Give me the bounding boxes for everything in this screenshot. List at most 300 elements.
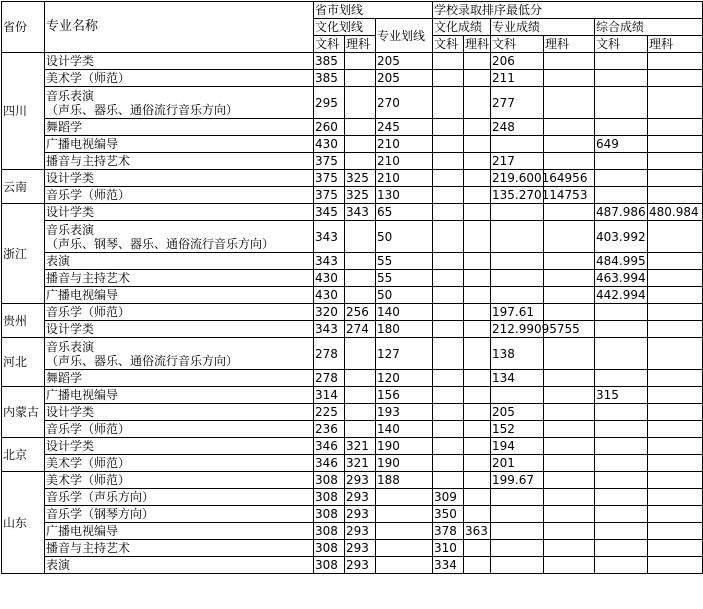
culture-score-science-header: 理科 bbox=[465, 37, 490, 51]
province-cell: 山东 bbox=[2, 472, 45, 574]
culture-score-arts-cell bbox=[433, 136, 464, 153]
major-score-science-cell bbox=[544, 370, 595, 387]
composite-score-science-cell bbox=[648, 321, 703, 338]
major-line-cell: 190 bbox=[376, 455, 433, 472]
culture-line-science-cell: 293 bbox=[345, 489, 376, 506]
culture-score-science-cell bbox=[464, 370, 491, 387]
table-row bbox=[2, 304, 703, 321]
major-score-science-cell bbox=[544, 153, 595, 170]
table-row bbox=[2, 170, 703, 187]
major-score-science-cell bbox=[544, 506, 595, 523]
culture-line-science-cell: 321 bbox=[345, 438, 376, 455]
culture-score-science-cell bbox=[464, 506, 491, 523]
culture-score-science-cell bbox=[464, 455, 491, 472]
composite-score-arts-cell: 484.995 bbox=[596, 254, 646, 268]
composite-score-header: 综合成绩 bbox=[595, 19, 703, 36]
culture-score-science-cell bbox=[464, 287, 491, 304]
composite-score-science-cell bbox=[648, 540, 703, 557]
major-score-arts-cell bbox=[491, 523, 544, 540]
table-row bbox=[2, 489, 703, 506]
culture-score-science-cell bbox=[464, 221, 491, 253]
major-score-science-cell bbox=[544, 221, 595, 253]
culture-line-science-cell bbox=[345, 404, 376, 421]
culture-line-science-cell bbox=[345, 387, 376, 404]
major-line-cell bbox=[376, 506, 433, 523]
culture-line-arts-header: 文科 bbox=[314, 36, 345, 53]
major-score-arts-cell bbox=[491, 557, 544, 574]
major-score-science-cell bbox=[544, 472, 595, 489]
culture-line-arts-cell: 308 bbox=[314, 557, 345, 574]
composite-score-arts-cell bbox=[595, 187, 648, 204]
major-line-cell: 180 bbox=[376, 321, 433, 338]
admission-score-table bbox=[1, 1, 703, 574]
major-line-cell: 120 bbox=[376, 370, 433, 387]
major-score-arts-cell bbox=[491, 540, 544, 557]
composite-score-science-cell bbox=[648, 253, 703, 270]
composite-score-arts-header: 文科 bbox=[595, 36, 648, 53]
culture-score-science-cell bbox=[464, 540, 491, 557]
culture-score-arts-cell bbox=[433, 170, 464, 187]
table-row bbox=[2, 153, 703, 170]
culture-score-arts-cell bbox=[433, 455, 464, 472]
culture-line-science-header: 理科 bbox=[345, 36, 376, 53]
culture-line-arts-cell: 225 bbox=[314, 404, 345, 421]
culture-line-arts-cell: 346 bbox=[314, 455, 345, 472]
culture-line-science-cell: 325 bbox=[345, 170, 376, 187]
major-name-cell: 广播电视编导 bbox=[45, 287, 314, 304]
table-row bbox=[2, 70, 703, 87]
composite-score-arts-cell bbox=[595, 557, 648, 574]
culture-line-arts-cell: 236 bbox=[314, 421, 345, 438]
culture-line-science-cell: 293 bbox=[345, 557, 376, 574]
culture-line-science-cell bbox=[345, 221, 376, 253]
culture-score-arts-cell bbox=[433, 119, 464, 136]
culture-line-science-cell: 293 bbox=[345, 523, 376, 540]
composite-score-science-cell bbox=[648, 70, 703, 87]
table-row bbox=[2, 53, 703, 70]
major-score-arts-cell: 211 bbox=[491, 70, 544, 87]
major-score-science-cell bbox=[544, 404, 595, 421]
major-score-arts-cell bbox=[491, 287, 544, 304]
major-score-arts-cell bbox=[491, 489, 544, 506]
major-line-header: 专业划线 bbox=[376, 19, 433, 53]
culture-score-science-cell bbox=[464, 204, 491, 221]
major-score-science-cell bbox=[544, 438, 595, 455]
culture-line-arts-cell: 430 bbox=[314, 136, 345, 153]
culture-score-science-cell bbox=[464, 170, 491, 187]
major-score-arts-cell: 217 bbox=[491, 153, 544, 170]
composite-score-science-cell bbox=[648, 221, 703, 253]
composite-score-arts-cell bbox=[595, 170, 648, 187]
province-cell: 浙江 bbox=[2, 204, 45, 304]
culture-score-arts-cell: 310 bbox=[433, 540, 464, 557]
composite-score-science-cell bbox=[648, 153, 703, 170]
culture-line-arts-cell: 308 bbox=[314, 506, 345, 523]
table-row bbox=[2, 221, 703, 253]
composite-score-science-cell bbox=[648, 136, 703, 153]
major-name-cell: 舞蹈学 bbox=[45, 370, 314, 387]
culture-line-arts-cell: 343 bbox=[314, 253, 345, 270]
composite-score-science-cell bbox=[648, 438, 703, 455]
composite-score-science-cell bbox=[648, 87, 703, 119]
major-score-science-cell bbox=[544, 70, 595, 87]
culture-line-header: 文化划线 bbox=[314, 19, 376, 36]
major-score-arts-cell bbox=[491, 204, 544, 221]
composite-score-arts-cell bbox=[595, 119, 648, 136]
composite-score-arts-cell: 403.992 bbox=[595, 221, 648, 253]
culture-line-arts-cell: 385 bbox=[314, 53, 345, 70]
major-name-cell: 广播电视编导 bbox=[45, 387, 314, 404]
table-row bbox=[2, 270, 703, 287]
composite-score-science-cell bbox=[648, 489, 703, 506]
major-score-header: 专业成绩 bbox=[491, 19, 595, 36]
culture-line-science-cell bbox=[345, 253, 376, 270]
culture-score-science-cell bbox=[464, 404, 491, 421]
table-row bbox=[2, 136, 703, 153]
major-score-arts-cell: 194 bbox=[491, 438, 544, 455]
major-score-science-cell bbox=[544, 338, 595, 370]
culture-line-arts-cell: 308 bbox=[314, 472, 345, 489]
composite-score-arts-cell bbox=[595, 304, 648, 321]
major-name-cell: 设计学类 bbox=[45, 204, 314, 221]
major-name-cell: 设计学类 bbox=[45, 321, 314, 338]
major-name-cell: 设计学类 bbox=[45, 53, 314, 70]
major-score-arts-cell: 205 bbox=[491, 404, 544, 421]
composite-score-science-cell bbox=[648, 472, 703, 489]
major-line-cell: 270 bbox=[376, 87, 433, 119]
major-line-cell: 55 bbox=[376, 253, 433, 270]
major-line-cell: 190 bbox=[376, 438, 433, 455]
major-line-cell: 140 bbox=[376, 421, 433, 438]
table-row bbox=[2, 370, 703, 387]
major-score-science-cell bbox=[544, 387, 595, 404]
culture-line-arts-cell: 278 bbox=[314, 370, 345, 387]
culture-line-science-cell: 325 bbox=[345, 187, 376, 204]
major-score-arts-cell bbox=[491, 506, 544, 523]
major-score-arts-cell bbox=[491, 136, 544, 153]
major-name-cell: 设计学类 bbox=[45, 438, 314, 455]
major-score-arts-cell: 219.600164956 bbox=[492, 171, 588, 185]
composite-score-arts-cell: 487.986 bbox=[596, 205, 646, 219]
provincial-line-header: 省市划线 bbox=[314, 2, 433, 19]
major-score-arts-cell: 138 bbox=[491, 338, 544, 370]
composite-score-science-cell bbox=[648, 506, 703, 523]
culture-line-arts-cell: 375 bbox=[314, 153, 345, 170]
table-row bbox=[2, 187, 703, 204]
culture-line-arts-cell: 343 bbox=[314, 221, 345, 253]
culture-score-arts-cell bbox=[433, 187, 464, 204]
major-line-cell: 245 bbox=[376, 119, 433, 136]
culture-line-arts-cell: 385 bbox=[314, 70, 345, 87]
culture-line-science-cell bbox=[345, 287, 376, 304]
province-cell: 北京 bbox=[2, 438, 45, 472]
major-name-cell: 音乐学（师范） bbox=[45, 304, 314, 321]
culture-line-arts-cell: 375 bbox=[314, 170, 345, 187]
culture-score-arts-cell: 309 bbox=[433, 489, 464, 506]
major-score-arts-cell: 212.99095755 bbox=[492, 322, 580, 336]
culture-score-arts-cell bbox=[433, 472, 464, 489]
culture-line-science-cell bbox=[345, 87, 376, 119]
major-name-cell: 音乐学（师范） bbox=[45, 187, 314, 204]
culture-line-arts-cell: 345 bbox=[314, 204, 345, 221]
table-row bbox=[2, 421, 703, 438]
table-body bbox=[2, 53, 703, 574]
culture-score-arts-cell bbox=[433, 70, 464, 87]
major-name-cell: 表演 bbox=[45, 253, 314, 270]
culture-score-science-cell bbox=[464, 421, 491, 438]
culture-line-arts-cell: 278 bbox=[314, 338, 345, 370]
major-score-science-cell bbox=[544, 136, 595, 153]
table-row bbox=[2, 119, 703, 136]
major-score-arts-cell bbox=[491, 270, 544, 287]
province-cell: 内蒙古 bbox=[2, 387, 45, 438]
major-line-cell: 210 bbox=[376, 170, 433, 187]
culture-score-arts-cell bbox=[433, 287, 464, 304]
culture-score-arts-cell bbox=[433, 404, 464, 421]
major-line-cell: 188 bbox=[376, 472, 433, 489]
table-row bbox=[2, 540, 703, 557]
composite-score-science-cell bbox=[648, 270, 703, 287]
major-score-arts-header: 文科 bbox=[491, 36, 544, 53]
composite-score-arts-cell: 442.994 bbox=[596, 288, 646, 302]
table-row bbox=[2, 87, 703, 119]
composite-score-arts-cell bbox=[595, 455, 648, 472]
culture-line-science-cell bbox=[345, 153, 376, 170]
table-row bbox=[2, 472, 703, 489]
culture-line-science-cell: 343 bbox=[345, 204, 376, 221]
major-line-cell: 156 bbox=[376, 387, 433, 404]
composite-score-science-cell bbox=[648, 421, 703, 438]
major-line-cell: 205 bbox=[376, 53, 433, 70]
table-row bbox=[2, 455, 703, 472]
culture-score-science-cell bbox=[464, 472, 491, 489]
major-line-cell bbox=[376, 523, 433, 540]
culture-line-arts-cell: 295 bbox=[314, 87, 345, 119]
major-line-cell: 130 bbox=[376, 187, 433, 204]
major-name-cell: 音乐学（钢琴方向） bbox=[45, 506, 314, 523]
table-row bbox=[2, 204, 703, 221]
culture-line-arts-cell: 430 bbox=[314, 287, 345, 304]
culture-line-science-cell: 321 bbox=[345, 455, 376, 472]
province-cell: 云南 bbox=[2, 170, 45, 204]
major-score-arts-cell: 199.67 bbox=[491, 472, 544, 489]
composite-score-arts-cell bbox=[595, 472, 648, 489]
major-name-cell: 播音与主持艺术 bbox=[45, 153, 314, 170]
culture-line-science-cell: 256 bbox=[345, 304, 376, 321]
major-name-cell: 音乐表演 （声乐、钢琴、器乐、通俗流行音乐方向） bbox=[45, 221, 314, 253]
culture-score-science-cell bbox=[464, 53, 491, 70]
culture-score-science-cell bbox=[464, 387, 491, 404]
province-header: 省份 bbox=[2, 2, 45, 53]
culture-line-arts-cell: 320 bbox=[314, 304, 345, 321]
major-score-science-cell bbox=[544, 53, 595, 70]
composite-score-science-cell bbox=[648, 557, 703, 574]
composite-score-arts-cell: 315 bbox=[595, 387, 648, 404]
major-line-cell: 50 bbox=[376, 221, 433, 253]
culture-score-science-cell bbox=[464, 187, 491, 204]
major-header: 专业名称 bbox=[45, 2, 314, 53]
major-score-science-cell bbox=[544, 489, 595, 506]
culture-score-science-cell bbox=[464, 557, 491, 574]
culture-line-arts-cell: 346 bbox=[314, 438, 345, 455]
table-row bbox=[2, 338, 703, 370]
composite-score-arts-cell bbox=[595, 540, 648, 557]
major-score-arts-cell: 135.270114753 bbox=[492, 188, 588, 202]
culture-line-science-cell: 293 bbox=[345, 540, 376, 557]
culture-line-arts-cell: 343 bbox=[314, 321, 345, 338]
major-score-arts-cell: 206 bbox=[491, 53, 544, 70]
culture-score-science-cell bbox=[464, 438, 491, 455]
composite-score-arts-cell bbox=[595, 53, 648, 70]
culture-score-science-cell bbox=[464, 253, 491, 270]
composite-score-science-cell bbox=[648, 187, 703, 204]
major-name-cell: 音乐学（师范） bbox=[45, 421, 314, 438]
table-row bbox=[2, 557, 703, 574]
composite-score-arts-cell bbox=[595, 87, 648, 119]
major-name-cell: 表演 bbox=[45, 557, 314, 574]
major-line-cell bbox=[376, 540, 433, 557]
composite-score-science-header: 理科 bbox=[648, 36, 703, 53]
header-row-1 bbox=[2, 2, 703, 19]
major-name-cell: 音乐表演 （声乐、器乐、通俗流行音乐方向） bbox=[45, 338, 314, 370]
major-name-cell: 广播电视编导 bbox=[45, 523, 314, 540]
major-score-science-cell bbox=[544, 270, 595, 287]
culture-line-arts-cell: 314 bbox=[314, 387, 345, 404]
major-name-cell: 美术学（师范） bbox=[45, 455, 314, 472]
major-name-cell: 音乐学（声乐方向） bbox=[45, 489, 314, 506]
composite-score-science-cell bbox=[648, 338, 703, 370]
culture-score-arts-cell bbox=[433, 387, 464, 404]
major-score-science-cell bbox=[544, 87, 595, 119]
major-score-science-cell bbox=[544, 421, 595, 438]
culture-line-science-cell bbox=[345, 136, 376, 153]
culture-line-science-cell bbox=[345, 370, 376, 387]
major-line-cell: 210 bbox=[376, 136, 433, 153]
culture-score-arts-cell: 378 bbox=[433, 523, 464, 540]
major-name-cell: 广播电视编导 bbox=[45, 136, 314, 153]
major-score-arts-cell: 277 bbox=[491, 87, 544, 119]
culture-score-arts-cell bbox=[433, 53, 464, 70]
major-score-science-header: 理科 bbox=[544, 36, 595, 53]
major-line-cell: 65 bbox=[376, 204, 433, 221]
major-score-science-cell bbox=[544, 523, 595, 540]
culture-line-science-cell: 293 bbox=[345, 506, 376, 523]
composite-score-science-cell bbox=[648, 523, 703, 540]
composite-score-science-cell bbox=[648, 119, 703, 136]
culture-line-science-cell: 293 bbox=[345, 472, 376, 489]
composite-score-arts-cell bbox=[595, 338, 648, 370]
composite-score-science-cell bbox=[648, 170, 703, 187]
major-name-cell: 音乐表演 （声乐、器乐、通俗流行音乐方向） bbox=[45, 87, 314, 119]
culture-score-arts-header: 文科 bbox=[433, 36, 464, 53]
culture-line-arts-cell: 308 bbox=[314, 523, 345, 540]
culture-score-science-cell bbox=[464, 321, 491, 338]
province-cell: 贵州 bbox=[2, 304, 45, 338]
major-score-science-cell bbox=[544, 557, 595, 574]
culture-line-arts-cell: 308 bbox=[314, 540, 345, 557]
culture-score-arts-cell bbox=[433, 253, 464, 270]
composite-score-arts-cell bbox=[595, 523, 648, 540]
major-line-cell bbox=[376, 489, 433, 506]
culture-score-science-cell: 363 bbox=[464, 523, 491, 540]
composite-score-science-cell bbox=[648, 287, 703, 304]
culture-score-arts-cell bbox=[433, 370, 464, 387]
major-score-arts-cell bbox=[491, 221, 544, 253]
major-score-arts-cell bbox=[491, 387, 544, 404]
culture-line-science-cell bbox=[345, 270, 376, 287]
composite-score-arts-cell bbox=[595, 404, 648, 421]
major-score-science-cell bbox=[544, 253, 595, 270]
culture-score-arts-cell: 334 bbox=[433, 557, 464, 574]
major-name-cell: 设计学类 bbox=[45, 170, 314, 187]
major-score-arts-cell: 134 bbox=[491, 370, 544, 387]
composite-score-arts-cell bbox=[595, 489, 648, 506]
culture-score-arts-cell: 350 bbox=[433, 506, 464, 523]
major-score-arts-cell: 152 bbox=[491, 421, 544, 438]
culture-line-science-cell bbox=[345, 421, 376, 438]
culture-score-science-cell bbox=[464, 136, 491, 153]
table-row bbox=[2, 404, 703, 421]
composite-score-science-cell: 480.984 bbox=[648, 204, 703, 221]
school-min-score-header: 学校录取排序最低分 bbox=[433, 2, 703, 19]
composite-score-arts-cell bbox=[595, 506, 648, 523]
culture-score-arts-cell bbox=[433, 270, 464, 287]
culture-score-science-cell bbox=[464, 70, 491, 87]
major-line-cell bbox=[376, 557, 433, 574]
culture-score-arts-cell bbox=[433, 87, 464, 119]
culture-score-arts-cell bbox=[433, 304, 464, 321]
table-row bbox=[2, 287, 703, 304]
composite-score-arts-cell bbox=[595, 70, 648, 87]
composite-score-arts-cell bbox=[595, 421, 648, 438]
major-name-cell: 播音与主持艺术 bbox=[45, 540, 314, 557]
table-row bbox=[2, 438, 703, 455]
culture-line-arts-cell: 308 bbox=[314, 489, 345, 506]
major-score-science-cell bbox=[544, 119, 595, 136]
culture-score-arts-cell bbox=[433, 421, 464, 438]
major-score-science-cell bbox=[544, 540, 595, 557]
major-line-cell: 127 bbox=[376, 338, 433, 370]
composite-score-science-cell bbox=[648, 455, 703, 472]
culture-score-science-cell bbox=[464, 153, 491, 170]
major-score-science-cell bbox=[544, 304, 595, 321]
culture-score-science-cell bbox=[464, 338, 491, 370]
table-row bbox=[2, 506, 703, 523]
major-line-cell: 50 bbox=[376, 287, 433, 304]
province-cell: 河北 bbox=[2, 338, 45, 387]
composite-score-arts-cell bbox=[595, 438, 648, 455]
table-row bbox=[2, 523, 703, 540]
culture-score-arts-cell bbox=[433, 221, 464, 253]
major-score-arts-cell: 197.61 bbox=[491, 304, 544, 321]
major-name-cell: 美术学（师范） bbox=[45, 472, 314, 489]
table-header bbox=[2, 2, 703, 53]
composite-score-science-cell bbox=[648, 53, 703, 70]
composite-score-arts-cell bbox=[595, 153, 648, 170]
major-score-science-cell bbox=[544, 287, 595, 304]
culture-score-header: 文化成绩 bbox=[433, 19, 491, 36]
culture-score-arts-cell bbox=[433, 438, 464, 455]
major-line-cell: 55 bbox=[376, 270, 433, 287]
table-row bbox=[2, 253, 703, 270]
culture-line-science-cell bbox=[345, 338, 376, 370]
major-line-cell: 193 bbox=[376, 404, 433, 421]
major-line-cell: 210 bbox=[376, 153, 433, 170]
composite-score-science-cell bbox=[648, 404, 703, 421]
culture-score-science-cell bbox=[464, 119, 491, 136]
culture-score-arts-cell bbox=[433, 338, 464, 370]
culture-line-science-cell: 274 bbox=[345, 321, 376, 338]
